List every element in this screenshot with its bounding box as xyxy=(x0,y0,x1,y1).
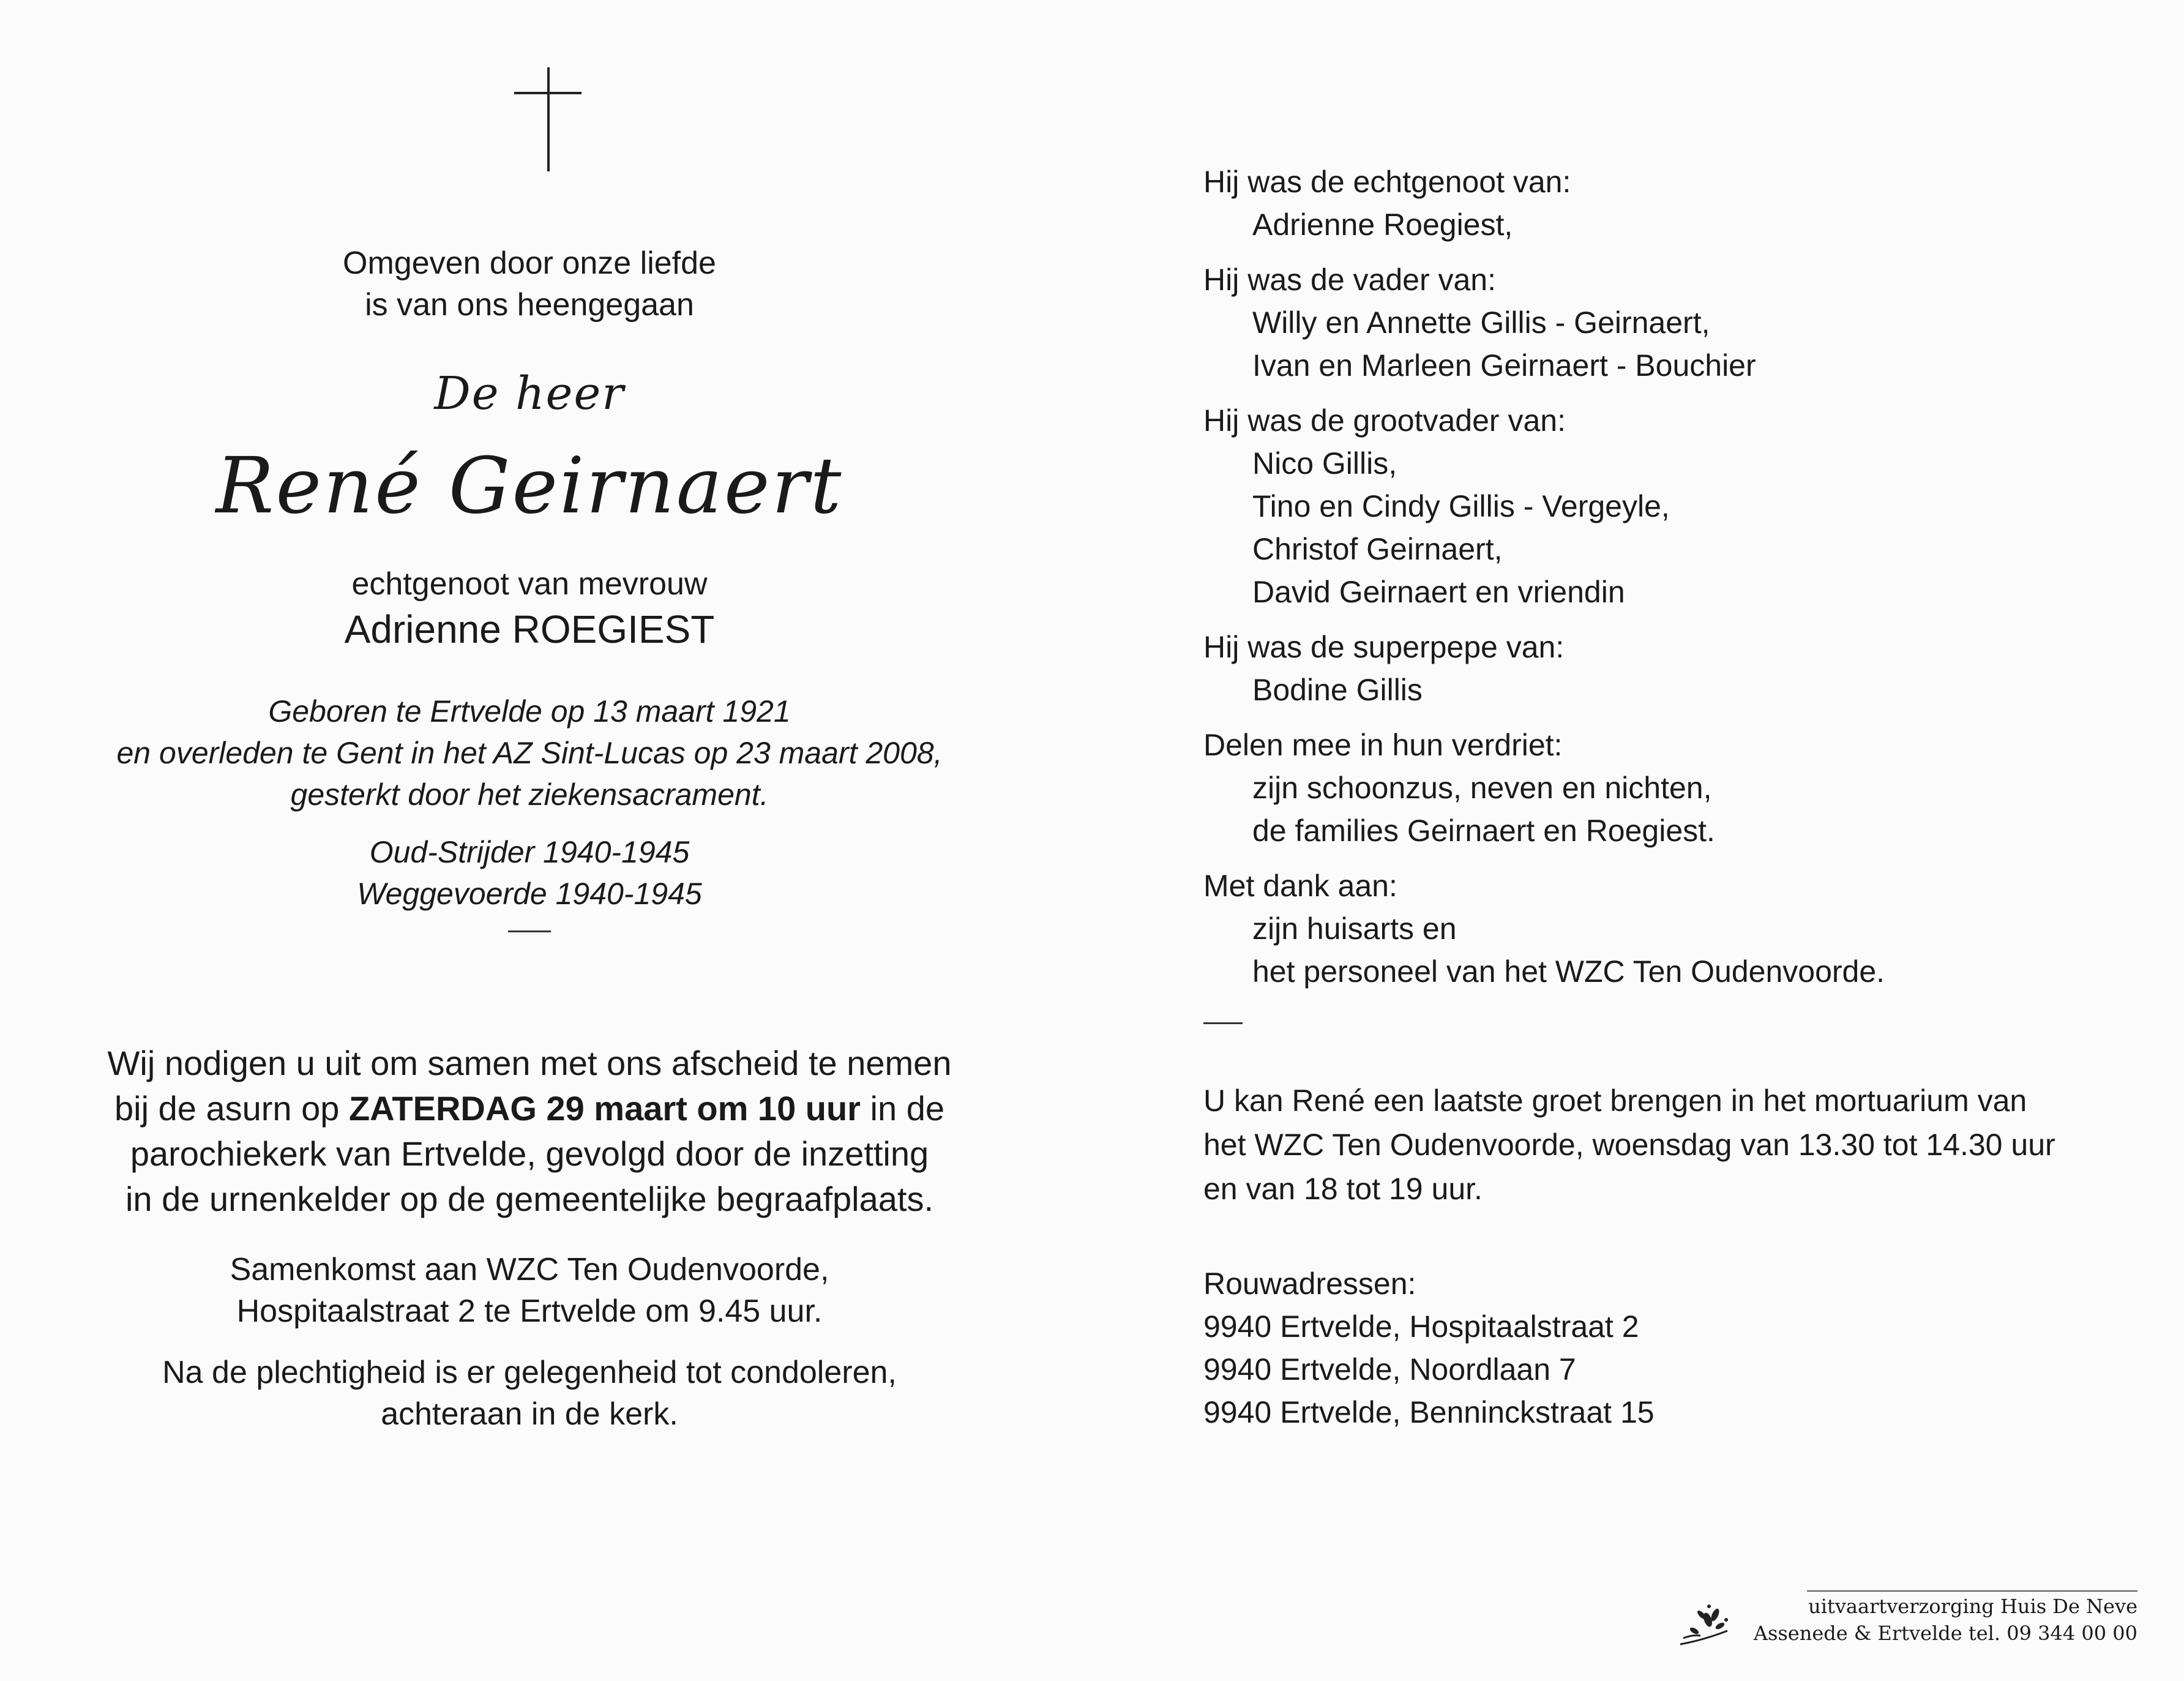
deceased-name: René Geirnaert xyxy=(215,441,843,531)
group-heading: Hij was de superpepe van: xyxy=(1203,630,1565,664)
invitation-line: in de urnenkelder op de gemeentelijke begraafplaats. xyxy=(125,1180,934,1218)
visitation-info xyxy=(1203,1079,2109,1211)
group-heading: Delen mee in hun verdriet: xyxy=(1203,728,1563,762)
intro-line: Omgeven door onze liefde xyxy=(343,245,716,281)
addresses-heading: Rouwadressen: xyxy=(1203,1267,1416,1301)
invitation-line: parochiekerk van Ertvelde, gevolgd door de inzetting xyxy=(130,1134,929,1173)
group-heading: Hij was de echtgenoot van: xyxy=(1203,165,1571,199)
invitation-line: Wij nodigen u uit om samen met ons afscheid te nemen xyxy=(107,1044,952,1082)
veteran-info xyxy=(61,831,998,915)
condolence-line: achteraan in de kerk. xyxy=(381,1396,678,1432)
group-item: Christof Geirnaert, xyxy=(1252,532,1503,566)
ceremony-date: ZATERDAG 29 maart om 10 uur xyxy=(348,1089,861,1128)
group-heading: Hij was de vader van: xyxy=(1203,263,1497,297)
undertaker-contact: Assenede & Ertvelde tel. 09 344 00 00 xyxy=(1753,1622,2137,1645)
group-heading: Hij was de grootvader van: xyxy=(1203,403,1566,438)
group-item: zijn huisarts en xyxy=(1252,912,1457,946)
visitation-line: het WZC Ten Oudenvoorde, woensdag van 13.30 tot 14.30 uur xyxy=(1203,1128,2055,1162)
death-line: en overleden te Gent in het AZ Sint-Lucas op 23 maart 2008, xyxy=(116,736,943,770)
group-item: de families Geirnaert en Roegiest. xyxy=(1252,814,1715,848)
group-item: zijn schoonzus, neven en nichten, xyxy=(1252,771,1712,805)
group-heading: Met dank aan: xyxy=(1203,869,1397,903)
spouse-block xyxy=(61,563,998,654)
family-group xyxy=(1203,160,2109,246)
group-item: Tino en Cindy Gillis - Vergeyle, xyxy=(1252,489,1670,523)
intro-line: is van ons heengegaan xyxy=(365,287,694,323)
visitation-line: U kan René een laatste groet brengen in het mortuarium van xyxy=(1203,1084,2027,1118)
family-group xyxy=(1203,258,2109,387)
flower-branch-icon xyxy=(1677,1601,1732,1650)
veteran-line: Oud-Strijder 1940-1945 xyxy=(369,835,690,869)
invitation xyxy=(61,1041,998,1222)
family-group xyxy=(1203,399,2109,613)
veteran-line: Weggevoerde 1940-1945 xyxy=(357,877,702,911)
group-item: Ivan en Marleen Geirnaert - Bouchier xyxy=(1252,348,1756,383)
meeting-line: Hospitaalstraat 2 te Ertvelde om 9.45 uur. xyxy=(236,1294,823,1329)
honorific: De heer xyxy=(434,367,625,420)
condolence-info xyxy=(61,1352,998,1435)
family-group xyxy=(1203,724,2109,852)
intro-text xyxy=(61,242,998,326)
address-line: 9940 Ertvelde, Hospitaalstraat 2 xyxy=(1203,1309,1639,1344)
address-line: 9940 Ertvelde, Benninckstraat 15 xyxy=(1203,1395,1655,1429)
divider xyxy=(508,930,551,932)
group-item: Bodine Gillis xyxy=(1252,673,1423,707)
group-item: Nico Gillis, xyxy=(1252,446,1397,481)
sacrament-line: gesterkt door het ziekensacrament. xyxy=(290,777,769,812)
family-group xyxy=(1203,626,2109,711)
birth-line: Geboren te Ertvelde op 13 maart 1921 xyxy=(268,694,791,728)
group-item: Adrienne Roegiest, xyxy=(1252,208,1513,242)
group-item: Willy en Annette Gillis - Geirnaert, xyxy=(1252,305,1710,340)
invitation-line: bij de asurn op ZATERDAG 29 maart om 10 uur in de xyxy=(114,1089,944,1128)
undertaker-footer xyxy=(1677,1586,2137,1653)
group-item: David Geirnaert en vriendin xyxy=(1252,575,1625,609)
divider xyxy=(1203,1022,1243,1024)
meeting-line: Samenkomst aan WZC Ten Oudenvoorde, xyxy=(230,1252,829,1287)
family-group xyxy=(1203,864,2109,993)
spouse-intro: echtgenoot van mevrouw xyxy=(351,566,708,602)
visitation-line: en van 18 tot 19 uur. xyxy=(1203,1172,1483,1206)
footer-rule xyxy=(1807,1590,2137,1592)
address-line: 9940 Ertvelde, Noordlaan 7 xyxy=(1203,1352,1576,1387)
group-item: het personeel van het WZC Ten Oudenvoorde. xyxy=(1252,954,1885,989)
undertaker-name: uitvaartverzorging Huis De Neve xyxy=(1808,1595,2137,1618)
family-list xyxy=(1203,160,2109,1005)
meeting-info xyxy=(61,1249,998,1332)
cross-icon xyxy=(514,67,582,171)
mourning-addresses xyxy=(1203,1262,2109,1434)
condolence-line: Na de plechtigheid is er gelegenheid tot condoleren, xyxy=(162,1355,897,1390)
spouse-name: Adrienne ROEGIEST xyxy=(344,607,715,651)
birth-death-info xyxy=(61,691,998,815)
